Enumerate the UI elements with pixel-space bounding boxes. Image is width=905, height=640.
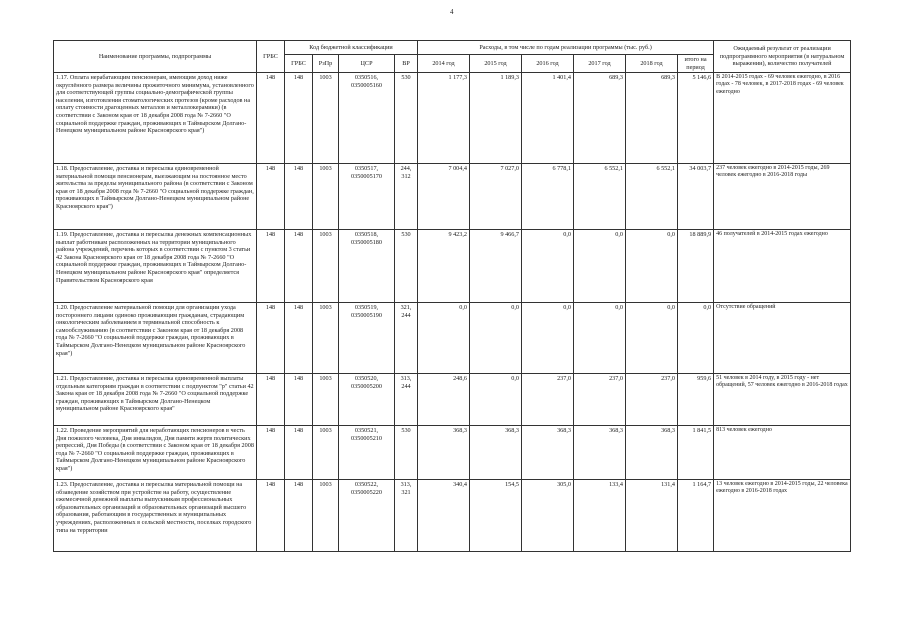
cell-result: 51 человек в 2014 году, в 2015 году - нет обращений, 57 человек ежегодно в 2016-2018 годах xyxy=(714,374,851,426)
page-number: 4 xyxy=(450,8,454,16)
header-2014: 2014 год xyxy=(418,55,470,73)
header-kbk: Код бюджетной классификации xyxy=(285,41,418,55)
cell-2014: 340,4 xyxy=(418,480,470,552)
cell-total: 1 841,5 xyxy=(678,426,714,480)
cell-vr: 530 xyxy=(395,426,418,480)
cell-sub-grbs: 148 xyxy=(285,480,313,552)
cell-sub-grbs: 148 xyxy=(285,374,313,426)
header-vr: ВР xyxy=(395,55,418,73)
cell-result: В 2014-2015 годах - 69 человек ежегодно, в 2016 годах - 78 человек, в 2017-2018 годах - 69 человек ежегодно xyxy=(714,73,851,164)
header-expenses: Расходы, в том числе по годам реализации программы (тыс. руб.) xyxy=(418,41,714,55)
cell-vr: 313, 244 xyxy=(395,374,418,426)
cell-csr: 0350522, 0350005220 xyxy=(339,480,395,552)
cell-2016: 237,0 xyxy=(522,374,574,426)
cell-grbs: 148 xyxy=(257,374,285,426)
header-2018: 2018 год xyxy=(626,55,678,73)
header-2015: 2015 год xyxy=(470,55,522,73)
table-row xyxy=(54,73,851,164)
cell-vr: 530 xyxy=(395,230,418,303)
cell-total: 18 889,9 xyxy=(678,230,714,303)
cell-2018: 131,4 xyxy=(626,480,678,552)
cell-grbs: 148 xyxy=(257,303,285,374)
header-2016: 2016 год xyxy=(522,55,574,73)
cell-grbs: 148 xyxy=(257,164,285,230)
table-row xyxy=(54,426,851,480)
cell-result: 237 человек ежегодно в 2014-2015 годы, 269 человек ежегодно в 2016-2018 годы xyxy=(714,164,851,230)
row-name: 1.23. Предоставление, доставка и пересылка материальной помощи на обзаведение хозяйством при устройстве на работу, осуществление ежемесячной денежной выплаты выпускникам профессиональных образовательных организаций и образовательных организаций высшего образования, работающим в государственных и муниципальных учреждениях, расположенных в сельской местности, поселках городского типа на территории xyxy=(54,480,257,552)
cell-total: 5 146,6 xyxy=(678,73,714,164)
cell-2016: 305,0 xyxy=(522,480,574,552)
cell-total: 959,6 xyxy=(678,374,714,426)
header-rzpr: РзПр xyxy=(313,55,339,73)
cell-2018: 0,0 xyxy=(626,303,678,374)
cell-rzpr: 1003 xyxy=(313,480,339,552)
cell-result: 46 получателей в 2014-2015 годах ежегодно xyxy=(714,230,851,303)
cell-2016: 1 401,4 xyxy=(522,73,574,164)
cell-csr: 0350520, 0350005200 xyxy=(339,374,395,426)
cell-2016: 368,3 xyxy=(522,426,574,480)
cell-2017: 368,3 xyxy=(574,426,626,480)
cell-2015: 368,3 xyxy=(470,426,522,480)
cell-rzpr: 1003 xyxy=(313,374,339,426)
cell-2014: 248,6 xyxy=(418,374,470,426)
cell-total: 34 003,7 xyxy=(678,164,714,230)
cell-grbs: 148 xyxy=(257,230,285,303)
header-sub-grbs: ГРБС xyxy=(285,55,313,73)
row-name: 1.18. Предоставление, доставка и пересылка единовременной материальной помощи пенсионерам, выезжающим на постоянное место жительства за пределы муниципального района (в соответствии с Законом края от 18 декабря 2008 года № 7-2660 "О социальной поддержке граждан, проживающих в Таймырском Долгано-Ненецком муниципальном районе Красноярского края") xyxy=(54,164,257,230)
cell-2017: 0,0 xyxy=(574,303,626,374)
cell-vr: 530 xyxy=(395,73,418,164)
cell-rzpr: 1003 xyxy=(313,426,339,480)
cell-2015: 7 027,0 xyxy=(470,164,522,230)
cell-2017: 689,3 xyxy=(574,73,626,164)
cell-2018: 237,0 xyxy=(626,374,678,426)
cell-grbs: 148 xyxy=(257,426,285,480)
cell-result: 13 человек ежегодно в 2014-2015 годы, 22 человека ежегодно в 2016-2018 годах xyxy=(714,480,851,552)
cell-2015: 9 466,7 xyxy=(470,230,522,303)
cell-2016: 6 778,1 xyxy=(522,164,574,230)
cell-2015: 0,0 xyxy=(470,374,522,426)
header-grbs: ГРБС xyxy=(257,41,285,73)
cell-2017: 6 552,1 xyxy=(574,164,626,230)
cell-result: 813 человек ежегодно xyxy=(714,426,851,480)
cell-2014: 9 423,2 xyxy=(418,230,470,303)
cell-2014: 368,3 xyxy=(418,426,470,480)
cell-total: 1 164,7 xyxy=(678,480,714,552)
cell-result: Отсутствие обращений xyxy=(714,303,851,374)
cell-sub-grbs: 148 xyxy=(285,303,313,374)
table-row xyxy=(54,480,851,552)
row-name: 1.19. Предоставление, доставка и пересылка денежных компенсационных выплат работникам расположенных на территории муниципального района учреждений, перечень которых в соответствии с пунктом 3 статьи 42 Закона Красноярского края от 18 декабря 2008 года № 7-2660 "О социальной поддержке граждан, проживающих в Таймырском Долгано-Ненецком муниципальном районе Красноярского края" определяется Правительством Красноярского края xyxy=(54,230,257,303)
cell-2016: 0,0 xyxy=(522,230,574,303)
cell-sub-grbs: 148 xyxy=(285,73,313,164)
table-row xyxy=(54,374,851,426)
header-2017: 2017 год xyxy=(574,55,626,73)
header-csr: ЦСР xyxy=(339,55,395,73)
cell-2017: 237,0 xyxy=(574,374,626,426)
cell-sub-grbs: 148 xyxy=(285,426,313,480)
cell-vr: 313, 321 xyxy=(395,480,418,552)
cell-2018: 368,3 xyxy=(626,426,678,480)
cell-rzpr: 1003 xyxy=(313,230,339,303)
cell-total: 0,0 xyxy=(678,303,714,374)
cell-2018: 0,0 xyxy=(626,230,678,303)
row-name: 1.21. Предоставление, доставка и пересылка единовременной выплаты отдельным категориям граждан в соответствии с подпунктом "р" статьи 42 Закона края от 18 декабря 2008 года № 7-2660 "О социальной поддержке граждан, проживающих в Таймырском Долгано-Ненецком муниципальном районе Красноярского края" xyxy=(54,374,257,426)
cell-grbs: 148 xyxy=(257,73,285,164)
table-row xyxy=(54,303,851,374)
header-name: Наименование программы, подпрограммы xyxy=(54,41,257,73)
row-name: 1.17. Оплата нерабатающим пенсионерам, имеющим доход ниже округлённого размера величины прожиточного минимума, установленного для соответствующей группы социально-демографической группы населения, изготовления стоматологических протезов (кроме расходов на оплату стоимости драгоценных металлов и металлокерамики) (в соответствии с Законом края от 18 декабря 2008 года № 7-2660 "О социальной поддержке граждан, проживающих в Таймырском Долгано-Ненецком муниципальном районе Красноярского края") xyxy=(54,73,257,164)
cell-2016: 0,0 xyxy=(522,303,574,374)
cell-2014: 7 004,4 xyxy=(418,164,470,230)
row-name: 1.22. Проведение мероприятий для неработающих пенсионеров в честь Дня пожилого человека, Дня инвалидов, Дня памяти жертв политических репрессий, Дня Победы (в соответствии с Законом края от 18 декабря 2008 года № 7-2660 "О социальной поддержке граждан, проживающих в Таймырском Долгано-Ненецком муниципальном районе Красноярского края") xyxy=(54,426,257,480)
cell-vr: 244, 312 xyxy=(395,164,418,230)
cell-csr: 0350518, 0350005180 xyxy=(339,230,395,303)
cell-2015: 154,5 xyxy=(470,480,522,552)
table-row xyxy=(54,230,851,303)
cell-2014: 0,0 xyxy=(418,303,470,374)
cell-rzpr: 1003 xyxy=(313,303,339,374)
cell-csr: 0350516, 0350005160 xyxy=(339,73,395,164)
header-total: итого на период xyxy=(678,55,714,73)
header-result: Ожидаемый результат от реализации подпрограммного мероприятия (в натуральном выражении), количество получателей xyxy=(714,41,851,73)
cell-csr: 0350521, 0350005210 xyxy=(339,426,395,480)
cell-rzpr: 1003 xyxy=(313,73,339,164)
cell-vr: 321, 244 xyxy=(395,303,418,374)
cell-2018: 6 552,1 xyxy=(626,164,678,230)
cell-2014: 1 177,3 xyxy=(418,73,470,164)
cell-csr: 0350517, 0350005170 xyxy=(339,164,395,230)
cell-csr: 0350519, 0350005190 xyxy=(339,303,395,374)
cell-2017: 133,4 xyxy=(574,480,626,552)
cell-2015: 0,0 xyxy=(470,303,522,374)
table-row xyxy=(54,164,851,230)
row-name: 1.20. Предоставление материальной помощи для организации ухода постороннего лицами одиноко проживающим гражданам, страдающим онкологическим заболеванием в терминальной способность к самообслуживанию (в соответствии с Законом края от 18 декабря 2008 года № 7-2660 "О социальной поддержке граждан, проживающих в Таймырском Долгано-Ненецком муниципальном районе Красноярского края") xyxy=(54,303,257,374)
cell-2015: 1 189,3 xyxy=(470,73,522,164)
cell-sub-grbs: 148 xyxy=(285,164,313,230)
cell-2018: 689,3 xyxy=(626,73,678,164)
budget-table xyxy=(53,40,851,552)
cell-rzpr: 1003 xyxy=(313,164,339,230)
cell-sub-grbs: 148 xyxy=(285,230,313,303)
cell-2017: 0,0 xyxy=(574,230,626,303)
cell-grbs: 148 xyxy=(257,480,285,552)
